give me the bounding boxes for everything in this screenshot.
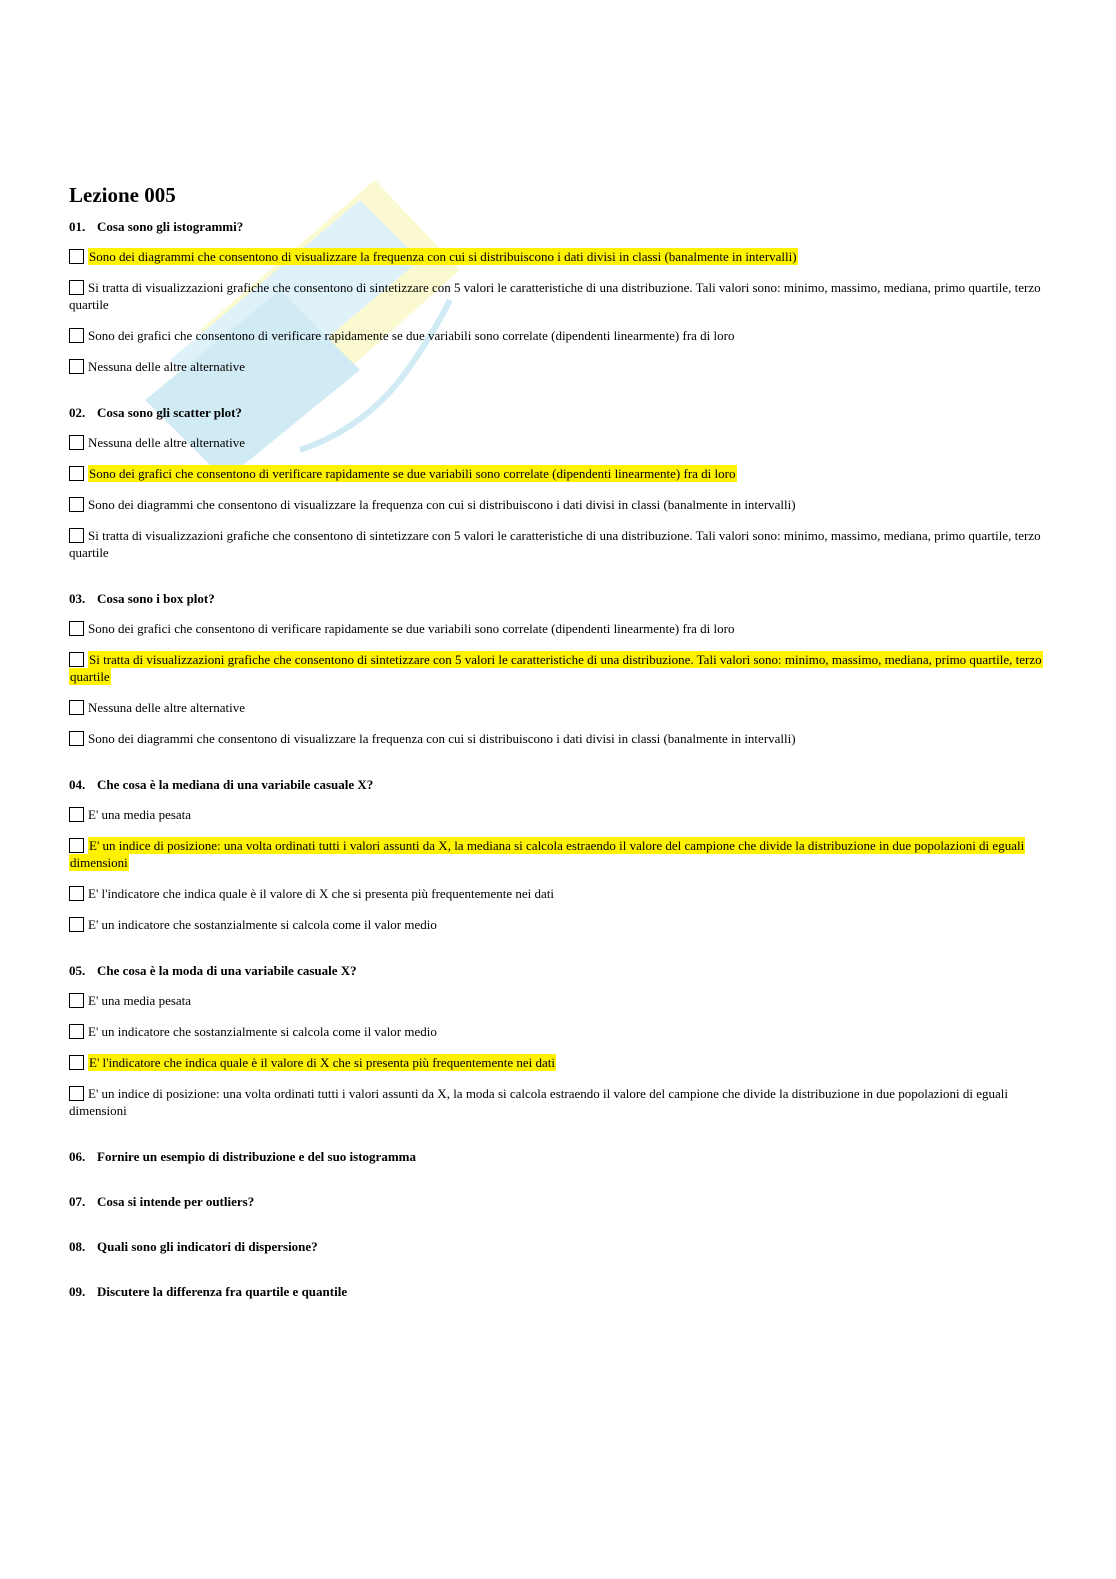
- answer-text: Nessuna delle altre alternative: [88, 435, 246, 450]
- question-number: 04.: [69, 777, 86, 792]
- checkbox-icon[interactable]: [69, 621, 84, 636]
- answer-option[interactable]: [69, 620, 1044, 637]
- question-title: [69, 591, 1044, 607]
- checkbox-icon[interactable]: [69, 435, 84, 450]
- answer-option[interactable]: [69, 1054, 1044, 1071]
- question-block: [69, 219, 1044, 375]
- question-text: Fornire un esempio di distribuzione e del suo istogramma: [97, 1149, 416, 1164]
- answer-text-highlighted: Si tratta di visualizzazioni grafiche che consentono di sintetizzare con 5 valori le caratteristiche di una distribuzione. Tali valori sono: minimo, massimo, mediana, primo quartile, terzo quartile: [70, 652, 1042, 684]
- question-number: 02.: [69, 405, 86, 420]
- checkbox-icon[interactable]: [69, 807, 84, 822]
- question-title: [69, 405, 1044, 421]
- question-text: Quali sono gli indicatori di dispersione?: [97, 1239, 318, 1254]
- lesson-title: Lezione 005: [69, 183, 176, 207]
- question-text: Cosa sono gli istogrammi?: [97, 219, 244, 234]
- question-number: 06.: [69, 1149, 86, 1164]
- answer-option[interactable]: [69, 465, 1044, 482]
- question-text: Che cosa è la mediana di una variabile casuale X?: [97, 777, 374, 792]
- question-text: Cosa sono i box plot?: [97, 591, 215, 606]
- checkbox-icon[interactable]: [69, 328, 84, 343]
- checkbox-icon[interactable]: [69, 1086, 84, 1101]
- question-text: Discutere la differenza fra quartile e quantile: [97, 1284, 348, 1299]
- checkbox-icon[interactable]: [69, 1055, 84, 1070]
- checkbox-icon[interactable]: [69, 528, 84, 543]
- answer-option[interactable]: [69, 279, 1044, 313]
- checkbox-icon[interactable]: [69, 886, 84, 901]
- answer-text: E' un indice di posizione: una volta ordinati tutti i valori assunti da X, la moda si calcola estraendo il valore del campione che divide la distribuzione in due popolazioni di eguali dimensioni: [69, 1086, 1009, 1118]
- question-number: 03.: [69, 591, 86, 606]
- answer-text: E' una media pesata: [88, 993, 192, 1008]
- checkbox-icon[interactable]: [69, 917, 84, 932]
- question-block: [69, 963, 1044, 1119]
- answer-text-highlighted: E' l'indicatore che indica quale è il valore di X che si presenta più frequentemente nei dati: [89, 1055, 555, 1070]
- checkbox-icon[interactable]: [69, 700, 84, 715]
- answer-option[interactable]: [69, 1085, 1044, 1119]
- question-block: [69, 777, 1044, 933]
- checkbox-icon[interactable]: [69, 280, 84, 295]
- question-title: [69, 777, 1044, 793]
- answer-option[interactable]: [69, 699, 1044, 716]
- answer-text: E' un indicatore che sostanzialmente si calcola come il valor medio: [88, 1024, 437, 1039]
- open-question-list: [69, 1149, 1044, 1300]
- question-number: 08.: [69, 1239, 86, 1254]
- answer-option[interactable]: [69, 885, 1044, 902]
- answer-option[interactable]: [69, 916, 1044, 933]
- answer-text-highlighted: E' un indice di posizione: una volta ordinati tutti i valori assunti da X, la mediana si calcola estraendo il valore del campione che divide la distribuzione in due popolazioni di eguali dimensioni: [70, 838, 1025, 870]
- question-text: Cosa si intende per outliers?: [97, 1194, 255, 1209]
- answer-option[interactable]: [69, 527, 1044, 561]
- question-title: [69, 219, 1044, 235]
- checkbox-icon[interactable]: [69, 497, 84, 512]
- answer-option[interactable]: [69, 358, 1044, 375]
- answer-text: E' una media pesata: [88, 807, 192, 822]
- question-number: 05.: [69, 963, 86, 978]
- answer-option[interactable]: [69, 434, 1044, 451]
- question-text: Che cosa è la moda di una variabile casuale X?: [97, 963, 357, 978]
- answer-text: E' l'indicatore che indica quale è il valore di X che si presenta più frequentemente nei dati: [88, 886, 554, 901]
- checkbox-icon[interactable]: [69, 652, 84, 667]
- question-block: [69, 405, 1044, 561]
- question-number: 09.: [69, 1284, 86, 1299]
- open-question: [69, 1149, 1044, 1165]
- answer-text-highlighted: Sono dei grafici che consentono di verificare rapidamente se due variabili sono correlate (dipendenti linearmente) fra di loro: [89, 466, 736, 481]
- checkbox-icon[interactable]: [69, 1024, 84, 1039]
- answer-text: Nessuna delle altre alternative: [88, 700, 246, 715]
- question-number: 07.: [69, 1194, 86, 1209]
- document-content: [69, 183, 1044, 1329]
- checkbox-icon[interactable]: [69, 359, 84, 374]
- answer-text: Si tratta di visualizzazioni grafiche che consentono di sintetizzare con 5 valori le caratteristiche di una distribuzione. Tali valori sono: minimo, massimo, mediana, primo quartile, terzo quartile: [69, 528, 1041, 560]
- answer-option[interactable]: [69, 248, 1044, 265]
- answer-text-highlighted: Sono dei diagrammi che consentono di visualizzare la frequenza con cui si distribuiscono i dati divisi in classi (banalmente in intervalli): [89, 249, 797, 264]
- answer-option[interactable]: [69, 730, 1044, 747]
- open-question: [69, 1194, 1044, 1210]
- answer-option[interactable]: [69, 327, 1044, 344]
- answer-text: Sono dei diagrammi che consentono di visualizzare la frequenza con cui si distribuiscono i dati divisi in classi (banalmente in intervalli): [88, 731, 796, 746]
- checkbox-icon[interactable]: [69, 731, 84, 746]
- open-question: [69, 1239, 1044, 1255]
- question-title: [69, 963, 1044, 979]
- checkbox-icon[interactable]: [69, 249, 84, 264]
- open-question: [69, 1284, 1044, 1300]
- checkbox-icon[interactable]: [69, 993, 84, 1008]
- question-text: Cosa sono gli scatter plot?: [97, 405, 242, 420]
- answer-option[interactable]: [69, 992, 1044, 1009]
- answer-option[interactable]: [69, 1023, 1044, 1040]
- checkbox-icon[interactable]: [69, 466, 84, 481]
- question-list: [69, 219, 1044, 1119]
- answer-text: Sono dei grafici che consentono di verificare rapidamente se due variabili sono correlate (dipendenti linearmente) fra di loro: [88, 621, 735, 636]
- answer-text: Sono dei diagrammi che consentono di visualizzare la frequenza con cui si distribuiscono i dati divisi in classi (banalmente in intervalli): [88, 497, 796, 512]
- question-block: [69, 591, 1044, 747]
- answer-option[interactable]: [69, 837, 1044, 871]
- question-number: 01.: [69, 219, 86, 234]
- answer-text: Nessuna delle altre alternative: [88, 359, 246, 374]
- answer-option[interactable]: [69, 651, 1044, 685]
- answer-option[interactable]: [69, 806, 1044, 823]
- answer-option[interactable]: [69, 496, 1044, 513]
- answer-text: Si tratta di visualizzazioni grafiche che consentono di sintetizzare con 5 valori le caratteristiche di una distribuzione. Tali valori sono: minimo, massimo, mediana, primo quartile, terzo quartile: [69, 280, 1041, 312]
- answer-text: Sono dei grafici che consentono di verificare rapidamente se due variabili sono correlate (dipendenti linearmente) fra di loro: [88, 328, 735, 343]
- answer-text: E' un indicatore che sostanzialmente si calcola come il valor medio: [88, 917, 437, 932]
- checkbox-icon[interactable]: [69, 838, 84, 853]
